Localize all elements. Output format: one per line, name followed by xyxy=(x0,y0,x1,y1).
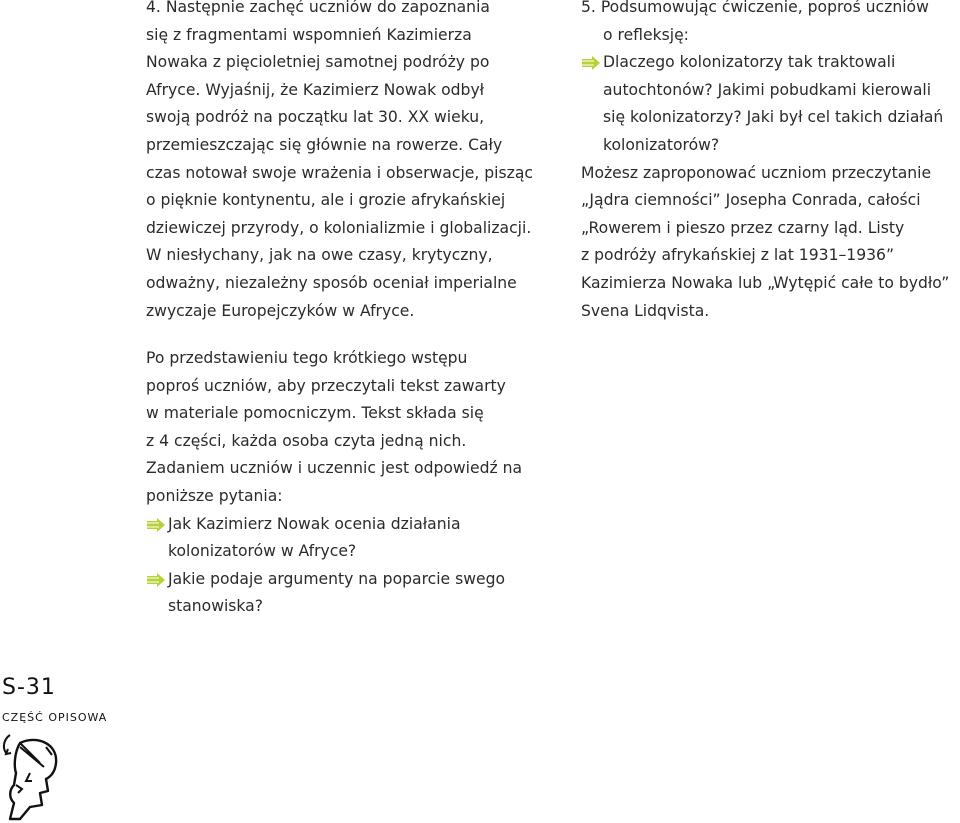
reading-suggestion-line: Svena Lidqvista. xyxy=(581,301,710,320)
intro-line: poniższe pytania: xyxy=(146,486,283,505)
reflection-text: autochtonów? Jakimi pobudkami kierowali xyxy=(603,80,932,99)
step-4-line: swoją podróż na początku lat 30. XX wieku, xyxy=(146,108,485,127)
reflection-text: Dlaczego kolonizatorzy tak traktowali xyxy=(603,53,896,72)
reading-suggestion-line: Możesz zaproponować uczniom przeczytanie xyxy=(581,163,932,182)
question-bullet xyxy=(146,566,546,621)
reflection-text: się kolonizatorzy? Jaki był cel takich działań xyxy=(603,108,944,127)
arrow-bullet-icon xyxy=(146,573,166,587)
question-bullet xyxy=(146,511,546,566)
intro-line: Zadaniem uczniów i uczennic jest odpowiedź na xyxy=(146,459,523,478)
page-marker xyxy=(0,675,140,823)
reflection-text: kolonizatorów? xyxy=(603,135,720,154)
page-code: S-31 xyxy=(2,675,56,700)
right-column xyxy=(581,0,960,325)
step-4-line: czas notował swoje wrażenia i obserwacje, pisząc xyxy=(146,163,533,182)
step-4-line: zwyczaje Europejczyków w Afryce. xyxy=(146,301,415,320)
step-4-line: przemieszczając się głównie na rowerze. Cały xyxy=(146,135,503,154)
arrow-bullet-icon xyxy=(146,518,166,532)
step-4-line: Nowaka z pięcioletniej samotnej podróży po xyxy=(146,53,490,72)
reading-suggestion-line: Kazimierza Nowaka lub „Wytępić całe to bydło” xyxy=(581,273,950,292)
step-5-heading: o refleksję: xyxy=(603,25,689,44)
arrow-bullet-icon xyxy=(581,56,601,70)
head-profile-icon xyxy=(0,733,64,823)
reading-suggestion-line: „Rowerem i pieszo przez czarny ląd. Listy xyxy=(581,218,905,237)
left-column xyxy=(146,0,546,325)
section-label: CZĘŚĆ OPISOWA xyxy=(2,711,108,724)
step-4-line: odważny, niezależny sposób oceniał imperialne xyxy=(146,273,517,292)
question-text: kolonizatorów w Afryce? xyxy=(168,542,357,561)
intro-line: Po przedstawieniu tego krótkiego wstępu xyxy=(146,349,468,367)
reading-suggestion-line: „Jądra ciemności” Josepha Conrada, całości xyxy=(581,191,921,210)
reflection-bullet xyxy=(581,49,960,159)
step-4-line: o pięknie kontynentu, ale i grozie afrykańskiej xyxy=(146,191,506,210)
step-4-line: dziewiczej przyrody, o kolonializmie i globalizacji. xyxy=(146,218,532,237)
intro-line: z 4 części, każda osoba czyta jedną nich. xyxy=(146,431,467,450)
question-text: Jakie podaje argumenty na poparcie swego xyxy=(168,569,506,588)
intro-block xyxy=(146,345,546,621)
step-4-line: Afryce. Wyjaśnij, że Kazimierz Nowak odbył xyxy=(146,80,485,99)
reading-suggestion-line: z podróży afrykańskiej z lat 1931–1936” xyxy=(581,246,895,265)
intro-line: w materiale pomocniczym. Tekst składa się xyxy=(146,404,484,423)
intro-line: poproś uczniów, aby przeczytali tekst zawarty xyxy=(146,376,506,395)
step-5-heading: 5. Podsumowując ćwiczenie, poproś uczniów xyxy=(581,0,929,16)
step-4-line: 4. Następnie zachęć uczniów do zapoznania xyxy=(146,0,490,16)
step-4-line: W niesłychany, jak na owe czasy, krytyczny, xyxy=(146,246,493,265)
question-text: stanowiska? xyxy=(168,597,264,616)
step-4-line: się z fragmentami wspomnień Kazimierza xyxy=(146,25,472,44)
question-text: Jak Kazimierz Nowak ocenia działania xyxy=(168,514,461,533)
